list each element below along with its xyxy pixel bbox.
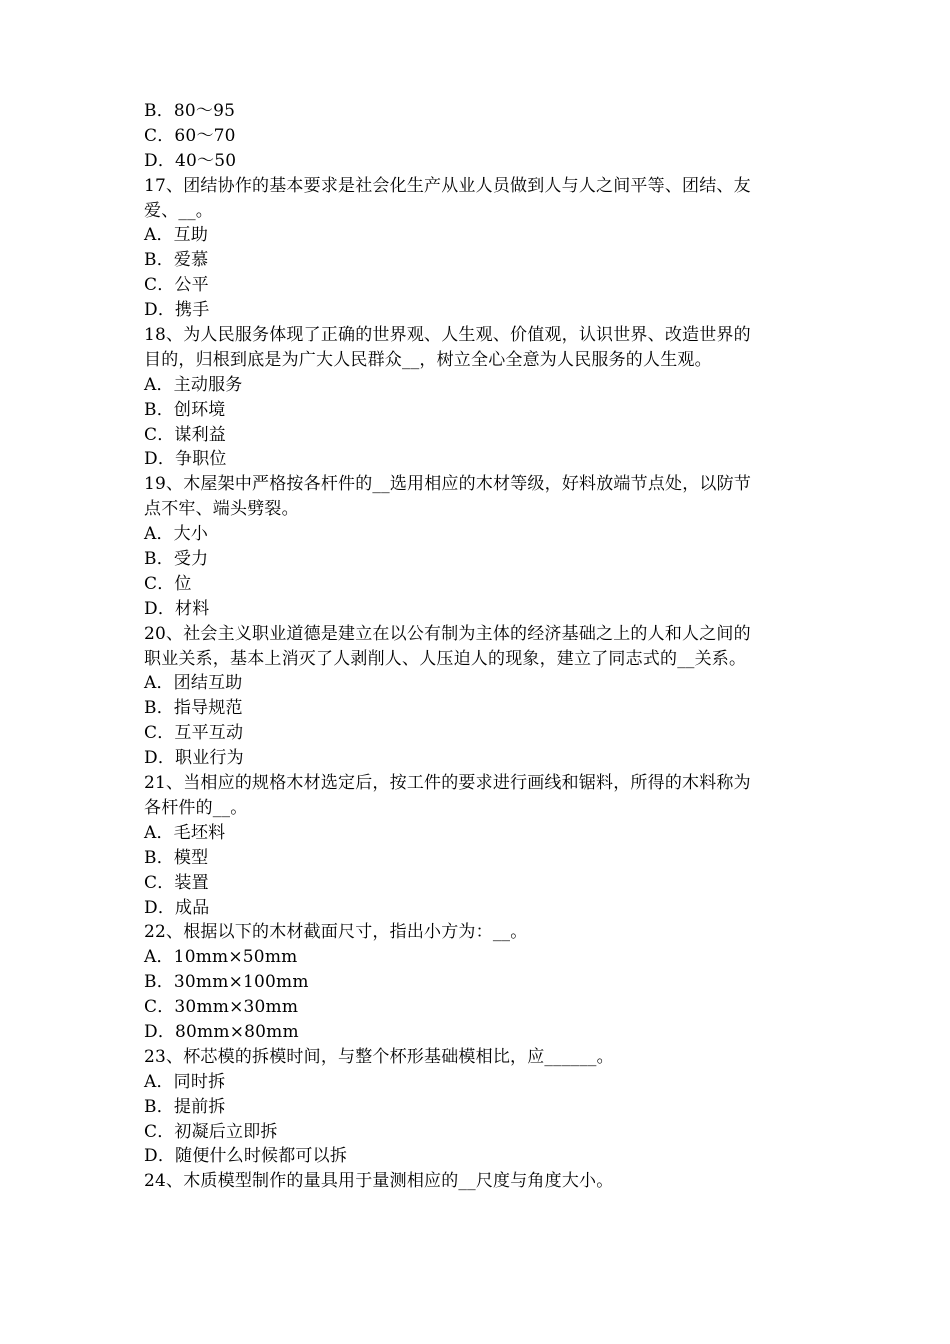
option-line: C．位 bbox=[144, 573, 192, 594]
option-line: B．爱慕 bbox=[144, 250, 209, 271]
option-line: B．创环境 bbox=[144, 399, 226, 420]
option-line: D．争职位 bbox=[144, 449, 227, 470]
option-line: B．30mm×100mm bbox=[144, 972, 309, 993]
option-line: D．材料 bbox=[144, 598, 210, 619]
option-line: C．装置 bbox=[144, 872, 209, 893]
option-line: D．成品 bbox=[144, 897, 210, 918]
question-17: 17、团结协作的基本要求是社会化生产从业人员做到人与人之间平等、团结、友 bbox=[144, 175, 751, 196]
option-line: C．公平 bbox=[144, 275, 209, 296]
option-line: D．携手 bbox=[144, 300, 210, 321]
question-24: 24、木质模型制作的量具用于量测相应的__尺度与角度大小。 bbox=[144, 1171, 614, 1192]
option-line: A．大小 bbox=[144, 524, 209, 545]
option-line: D．80mm×80mm bbox=[144, 1021, 299, 1042]
option-line: C．谋利益 bbox=[144, 424, 227, 445]
text-line: 各杆件的__。 bbox=[144, 797, 248, 818]
question-21: 21、当相应的规格木材选定后，按工件的要求进行画线和锯料，所得的木料称为 bbox=[144, 773, 751, 794]
option-line: B．指导规范 bbox=[144, 698, 243, 719]
text-line: 爱、__。 bbox=[144, 200, 213, 221]
option-line: C．30mm×30mm bbox=[144, 997, 299, 1018]
text-line: B．80～95 bbox=[144, 101, 236, 121]
option-line: B．模型 bbox=[144, 847, 209, 868]
option-line: A．同时拆 bbox=[144, 1071, 226, 1092]
question-23: 23、杯芯模的拆模时间，与整个杯形基础模相比，应______。 bbox=[144, 1046, 614, 1067]
option-line: D．随便什么时候都可以拆 bbox=[144, 1146, 348, 1167]
question-19: 19、木屋架中严格按各杆件的__选用相应的木材等级，好料放端节点处，以防节 bbox=[144, 474, 752, 495]
option-line: B．提前拆 bbox=[144, 1096, 226, 1117]
text-line: C．60～70 bbox=[144, 125, 236, 146]
text-line: 点不牢、端头劈裂。 bbox=[144, 499, 299, 520]
option-line: C．初凝后立即拆 bbox=[144, 1121, 278, 1142]
option-line: A．毛坯料 bbox=[144, 822, 226, 843]
option-line: A．10mm×50mm bbox=[144, 947, 298, 968]
option-line: A．互助 bbox=[144, 225, 209, 246]
question-20: 20、社会主义职业道德是建立在以公有制为主体的经济基础之上的人和人之间的 bbox=[144, 623, 751, 644]
option-line: C．互平互动 bbox=[144, 723, 244, 744]
option-line: A．团结互助 bbox=[144, 673, 243, 694]
question-18: 18、为人民服务体现了正确的世界观、人生观、价值观，认识世界、改造世界的 bbox=[144, 325, 751, 346]
option-line: A．主动服务 bbox=[144, 374, 243, 395]
text-line: D．40～50 bbox=[144, 150, 237, 171]
document-body bbox=[144, 99, 824, 1194]
text-line: 目的，归根到底是为广大人民群众__，树立全心全意为人民服务的人生观。 bbox=[144, 349, 712, 370]
option-line: D．职业行为 bbox=[144, 748, 244, 769]
question-22: 22、根据以下的木材截面尺寸，指出小方为：__。 bbox=[144, 922, 528, 943]
text-line: 职业关系，基本上消灭了人剥削人、人压迫人的现象，建立了同志式的__关系。 bbox=[144, 648, 747, 669]
option-line: B．受力 bbox=[144, 549, 209, 570]
